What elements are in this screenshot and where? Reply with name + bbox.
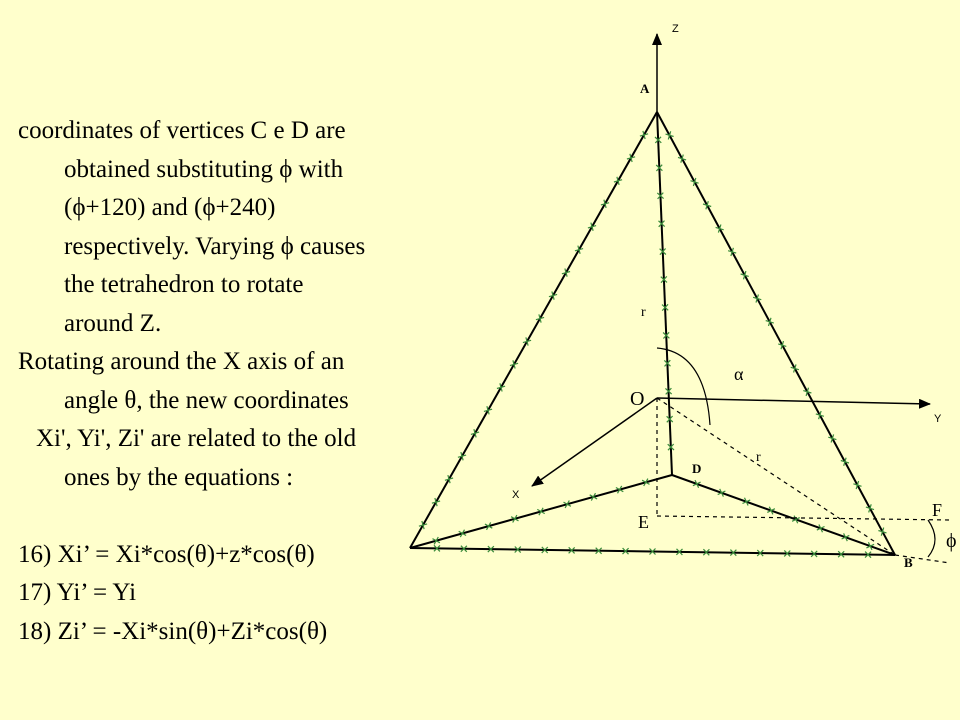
edge-a-d bbox=[657, 112, 672, 475]
edge-a-c bbox=[410, 112, 657, 548]
equation-17: 17) Yi’ = Yi bbox=[18, 579, 137, 606]
equation-18: 18) Zi’ = -Xi*sin(θ)+Zi*cos(θ) bbox=[18, 617, 328, 645]
text-line: the tetrahedron to rotate bbox=[64, 271, 304, 298]
y-axis-label: Y bbox=[934, 413, 942, 425]
dashed-o-to-b bbox=[657, 398, 895, 555]
radius-label: r bbox=[641, 305, 646, 320]
point-f-label: F bbox=[932, 500, 943, 520]
vertex-b-label: B bbox=[904, 555, 913, 570]
vertex-a-label: A bbox=[640, 81, 650, 96]
text-line: Rotating around the X axis of an bbox=[18, 348, 345, 375]
edge-a-b bbox=[657, 112, 895, 555]
text-line: respectively. Varying ϕ causes bbox=[64, 232, 366, 260]
z-axis-label: Z bbox=[672, 23, 679, 35]
equation-16: 16) Xi’ = Xi*cos(θ)+z*cos(θ) bbox=[18, 540, 315, 568]
x-axis bbox=[532, 398, 657, 486]
edge-tick-marks bbox=[419, 131, 887, 558]
phi-label: ϕ bbox=[946, 530, 957, 552]
x-axis-label: X bbox=[512, 489, 520, 501]
text-line: coordinates of vertices C e D are bbox=[18, 117, 346, 144]
y-axis bbox=[657, 398, 930, 404]
point-e-label: E bbox=[638, 512, 649, 532]
radius-label: r bbox=[756, 450, 761, 465]
text-line: around Z. bbox=[64, 309, 162, 337]
text-line: angle θ, the new coordinates bbox=[64, 386, 349, 414]
vertex-d-label: D bbox=[692, 461, 702, 476]
origin-label: O bbox=[630, 388, 645, 410]
text-line: ones by the equations : bbox=[64, 463, 294, 491]
text-line: Xi', Yi', Zi' are related to the old bbox=[36, 425, 357, 452]
phi-arc bbox=[928, 520, 935, 557]
alpha-label: α bbox=[734, 364, 744, 384]
text-line: (ϕ+120) and (ϕ+240) bbox=[64, 194, 276, 221]
dashed-e-level bbox=[657, 516, 950, 520]
edge-d-b bbox=[672, 475, 895, 555]
alpha-arc bbox=[657, 348, 710, 425]
text-line: obtained substituting ϕ with bbox=[64, 155, 344, 183]
